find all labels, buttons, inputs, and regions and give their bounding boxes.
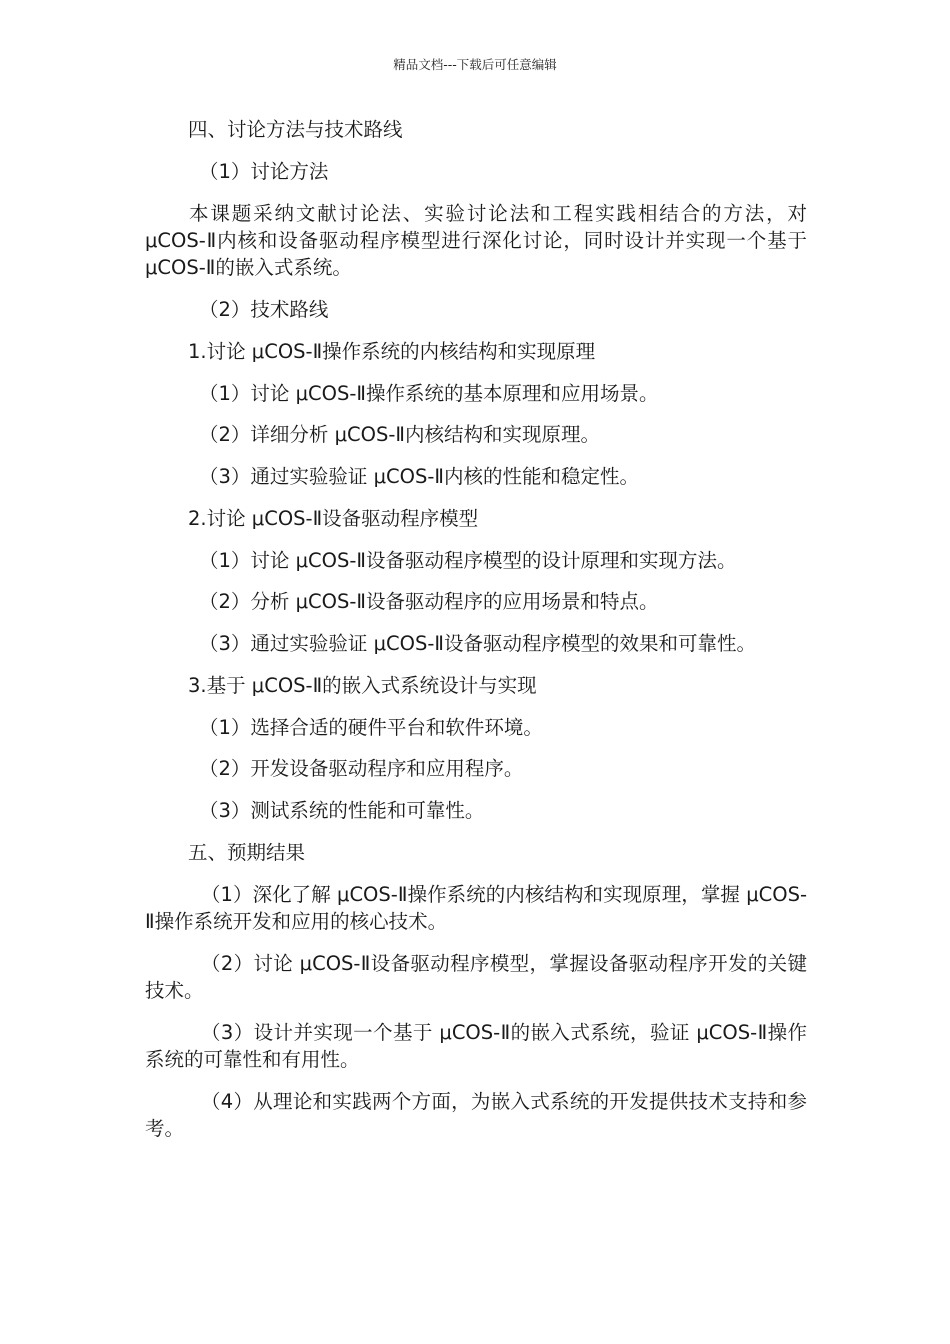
route-2-item: （3）通过实验验证 μCOS-Ⅱ设备驱动程序模型的效果和可靠性。 bbox=[199, 632, 756, 655]
page-header: 精品文档---下载后可任意编辑 bbox=[393, 57, 557, 72]
expected-result-paragraph: （1）深化了解 μCOS-Ⅱ操作系统的内核结构和实现原理，掌握 μCOS-Ⅱ操作系统开发和应用的核心技术。 bbox=[145, 883, 807, 933]
research-method-paragraph: 本课题采纳文献讨论法、实验讨论法和工程实践相结合的方法，对 μCOS-Ⅱ内核和设备驱动程序模型进行深化讨论，同时设计并实现一个基于 μCOS-Ⅱ的嵌入式系统。 bbox=[145, 202, 807, 279]
route-1-item: （3）通过实验验证 μCOS-Ⅱ内核的性能和稳定性。 bbox=[199, 465, 639, 488]
route-2-item: （2）分析 μCOS-Ⅱ设备驱动程序的应用场景和特点。 bbox=[199, 590, 659, 613]
expected-result-paragraph: （2）讨论 μCOS-Ⅱ设备驱动程序模型，掌握设备驱动程序开发的关键技术。 bbox=[145, 952, 807, 1002]
route-3-title: 3.基于 μCOS-Ⅱ的嵌入式系统设计与实现 bbox=[188, 674, 537, 697]
expected-result-paragraph: （3）设计并实现一个基于 μCOS-Ⅱ的嵌入式系统，验证 μCOS-Ⅱ操作系统的可靠性和有用性。 bbox=[145, 1021, 807, 1071]
route-2-item: （1）讨论 μCOS-Ⅱ设备驱动程序模型的设计原理和实现方法。 bbox=[199, 549, 737, 572]
route-1-title: 1.讨论 μCOS-Ⅱ操作系统的内核结构和实现原理 bbox=[188, 340, 596, 363]
research-method-heading: （1）讨论方法 bbox=[199, 160, 329, 183]
section-4-heading: 四、讨论方法与技术路线 bbox=[188, 118, 403, 141]
route-1-item: （2）详细分析 μCOS-Ⅱ内核结构和实现原理。 bbox=[199, 423, 600, 446]
route-3-item: （2）开发设备驱动程序和应用程序。 bbox=[199, 757, 524, 780]
route-2-title: 2.讨论 μCOS-Ⅱ设备驱动程序模型 bbox=[188, 507, 479, 530]
route-3-item: （3）测试系统的性能和可靠性。 bbox=[199, 799, 485, 822]
section-5-heading: 五、预期结果 bbox=[188, 841, 306, 864]
technical-route-heading: （2）技术路线 bbox=[199, 298, 329, 321]
expected-result-paragraph: （4）从理论和实践两个方面，为嵌入式系统的开发提供技术支持和参考。 bbox=[145, 1090, 807, 1140]
route-3-item: （1）选择合适的硬件平台和软件环境。 bbox=[199, 716, 543, 739]
route-1-item: （1）讨论 μCOS-Ⅱ操作系统的基本原理和应用场景。 bbox=[199, 382, 659, 405]
